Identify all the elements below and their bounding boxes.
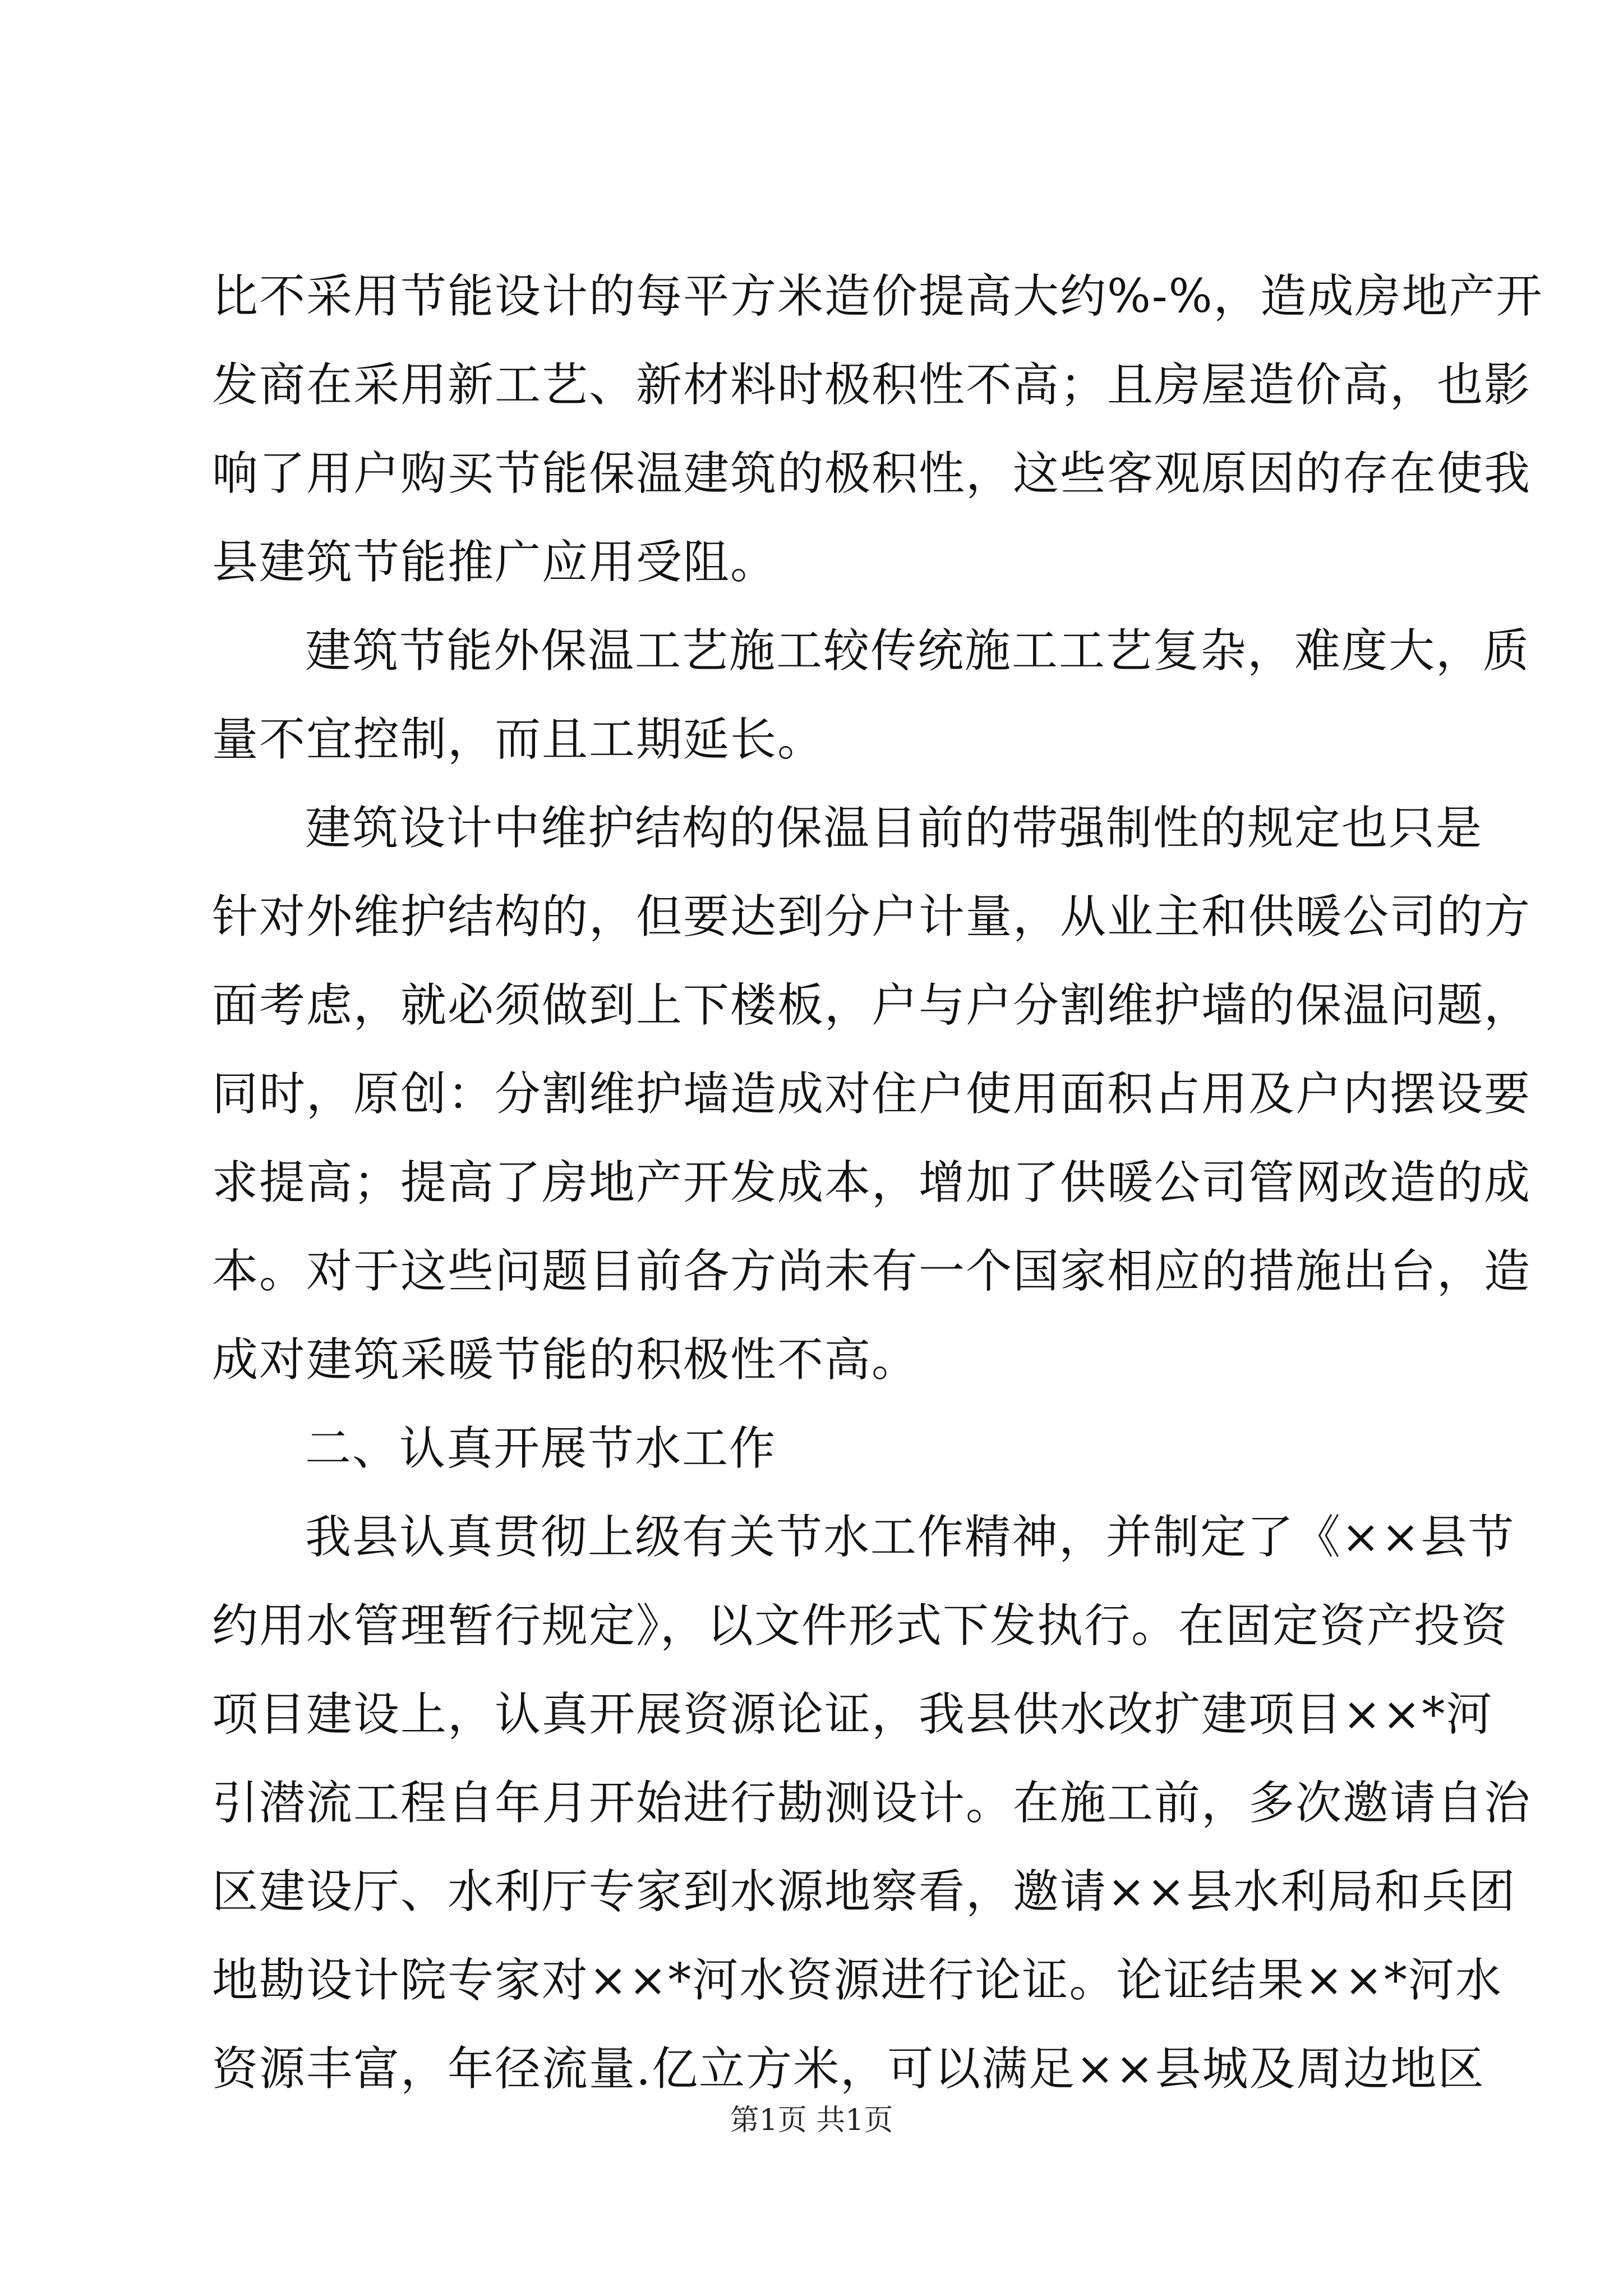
text-line: 区建设厅、水利厅专家到水源地察看，邀请××县水利局和兵团 [212, 1865, 1516, 1918]
text-line: 面考虑，就必须做到上下楼板，户与户分割维护墙的保温问题， [212, 979, 1532, 1032]
text-line: 约用水管理暂行规定》，以文件形式下发执行。在固定资产投资 [212, 1599, 1509, 1653]
text-line: 求提高；提高了房地产开发成本，增加了供暖公司管网改造的成 [212, 1156, 1532, 1209]
text-line: 量不宜控制，而且工期延长。 [212, 713, 825, 766]
page-number-footer: 第1页 共1页 [730, 2104, 893, 2137]
paragraph-first-line: 建筑设计中维护结构的保温目前的带强制性的规定也只是 [305, 802, 1483, 855]
text-line: 成对建筑采暖节能的积极性不高。 [212, 1333, 919, 1387]
text-line: 响了用户购买节能保温建筑的极积性，这些客观原因的存在使我 [212, 447, 1532, 500]
text-line: 引潜流工程自年月开始进行勘测设计。在施工前，多次邀请自治 [212, 1777, 1532, 1830]
paragraph-first-line: 建筑节能外保温工艺施工较传统施工工艺复杂，难度大，质 [305, 624, 1530, 678]
text-line: 本。对于这些问题目前各方尚未有一个国家相应的措施出台，造 [212, 1245, 1532, 1298]
text-line: 县建筑节能推广应用受阻。 [212, 536, 778, 589]
paragraph-first-line: 我县认真贯彻上级有关节水工作精神，并制定了《××县节 [305, 1511, 1515, 1564]
text-line: 比不采用节能设计的每平方米造价提高大约%-%，造成房地产开 [212, 270, 1543, 323]
text-line: 资源丰富，年径流量.亿立方米，可以满足××县城及周边地区 [212, 2042, 1485, 2096]
text-line: 地勘设计院专家对××*河水资源进行论证。论证结果××*河水 [212, 1954, 1502, 2007]
section-heading: 二、认真开展节水工作 [305, 1422, 777, 1475]
text-line: 项目建设上，认真开展资源论证，我县供水改扩建项目××*河 [212, 1688, 1493, 1741]
text-line: 针对外维护结构的，但要达到分户计量，从业主和供暖公司的方 [212, 890, 1532, 944]
document-body [212, 252, 1543, 2114]
text-line: 同时，原创：分割维护墙造成对住户使用面积占用及户内摆设要 [212, 1068, 1532, 1121]
text-line: 发商在采用新工艺、新材料时极积性不高；且房屋造价高，也影 [212, 358, 1532, 412]
